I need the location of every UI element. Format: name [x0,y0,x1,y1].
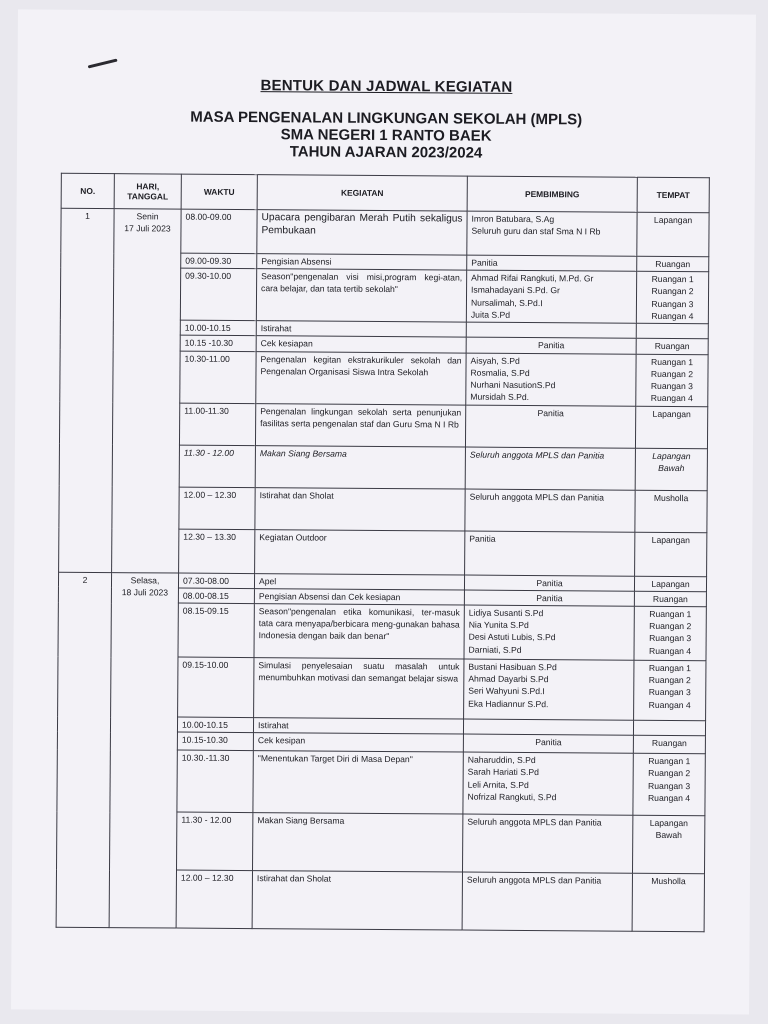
place-cell: Ruangan 1 Ruangan 2 Ruangan 3 Ruangan 4 [634,660,706,721]
subtitle-line-1: MASA PENGENALAN LINGKUNGAN SEKOLAH (MPLS) [190,108,583,129]
activity-cell: Cek kesipan [253,733,463,752]
place-cell: Musholla [635,490,707,533]
activity-cell: Season"pengenalan etika komunikasi, ter-masuk tata cara menyapa/berbicara meng-gunakan bahasa Indonesia dengan baik dan benar" [254,604,464,659]
time-cell: 09.30-10.00 [180,268,256,321]
activity-cell: Istirahat dan Sholat [255,487,465,530]
mentor-cell: Panitia [466,337,636,353]
place-cell [633,720,705,736]
mentor-cell: Panitia [465,531,635,576]
time-cell: 08.00-08.15 [178,588,254,604]
mentor-cell: Seluruh anggota MPLS dan Panitia [462,872,632,931]
document-page [11,9,756,1014]
place-cell: Ruangan [637,256,709,272]
activity-cell: "Menentukan Target Diri di Masa Depan" [253,751,463,814]
place-cell: Ruangan [636,339,708,355]
time-cell: 11.00-11.30 [179,403,255,446]
pen-mark [88,59,118,69]
place-cell: Ruangan 1 Ruangan 2 Ruangan 3 Ruangan 4 [634,606,706,661]
subtitle-line-2: SMA NEGERI 1 RANTO BAEK [280,126,492,145]
time-cell: 10.30.-11.30 [177,750,253,813]
time-cell: 10.30-11.00 [180,351,256,404]
mentor-cell: Ahmad Rifai Rangkuti, M.Pd. Gr Ismahadayani S.Pd. Gr Nursalimah, S.Pd.I Juita S.Pd [466,270,636,323]
place-cell: Musholla [632,873,704,932]
document-subtitle [17,107,755,163]
place-cell: Lapangan [637,212,709,257]
mentor-cell: Seluruh anggota MPLS dan Panitia [462,814,632,873]
time-cell: 12.00 – 12.30 [176,870,252,929]
mentor-cell [463,719,633,735]
place-cell: Ruangan [634,591,706,607]
activity-cell: Pengenalan lingkungan sekolah serta penunjukan fasilitas serta pengenalan staf dan Guru Sma N I Rb [255,403,465,446]
table-row [61,208,709,257]
activity-cell: Istirahat [256,321,466,338]
mentor-cell: Seluruh anggota MPLS dan Panitia [465,489,635,532]
mentor-cell: Seluruh anggota MPLS dan Panitia [465,447,635,490]
activity-cell: Pengisian Absensi dan Cek kesiapan [254,588,464,605]
activity-cell: Season"pengenalan visi misi,program kegi-atan, cara belajar, dan tata tertib sekolah" [256,269,466,322]
activity-cell: Makan Siang Bersama [255,445,465,488]
mentor-cell: Aisyah, S.Pd Rosmalia, S.Pd Nurhani NasutionS.Pd Mursidah S.Pd. [466,353,636,406]
mentor-cell: Panitia [465,405,635,448]
mentor-cell: Imron Batubara, S.Ag Seluruh guru dan staf Sma N I Rb [467,211,637,256]
time-cell: 10.15-10.30 [177,732,253,751]
time-cell: 12.30 – 13.30 [179,529,255,574]
table-header-row [61,173,709,213]
day-number: 1 [59,208,115,572]
col-hari-tanggal: HARI, TANGGAL [114,174,181,209]
mentor-cell [466,322,636,338]
time-cell: 08.15-09.15 [178,603,254,658]
place-cell: Ruangan 1 Ruangan 2 Ruangan 3 Ruangan 4 [633,753,705,816]
activity-cell: Upacara pengibaran Merah Putih sekaligus Pembukaan [257,210,467,255]
place-cell: Lapangan Bawah [635,448,707,491]
day-number: 2 [56,572,111,928]
mentor-cell: Panitia [464,590,634,606]
time-cell: 09.00-09.30 [181,253,257,269]
col-waktu: WAKTU [181,174,257,210]
activity-cell: Pengisian Absensi [257,254,467,271]
mentor-cell: Bustani Hasibuan S.Pd Ahmad Dayarbi S.Pd Seri Wahyuni S.Pd.I Eka Hadiannur S.Pd. [464,659,634,720]
time-cell: 10.00-10.15 [180,320,256,336]
mentor-cell: Panitia [464,575,634,591]
place-cell: Ruangan 1 Ruangan 2 Ruangan 3 Ruangan 4 [636,271,708,324]
day-date: Senin 17 Juli 2023 [112,209,182,573]
mentor-cell: Panitia [467,255,637,271]
activity-cell: Pengenalan kegitan ekstrakurikuler sekolah dan Pengenalan Organisasi Siswa Intra Sekolah [256,351,466,404]
time-cell: 09.15-10.00 [178,657,254,718]
activity-cell: Makan Siang Bersama [253,813,463,872]
time-cell: 10.00-10.15 [177,717,253,733]
document-title: BENTUK DAN JADWAL KEGIATAN [260,77,513,96]
activity-cell: Simulasi penyelesaian suatu masalah untuk menumbuhkan motivasi dan semangat belajar siswa [254,658,464,719]
place-cell: Lapangan Bawah [632,815,704,874]
mentor-cell: Lidiya Susanti S.Pd Nia Yunita S.Pd Desi Astuti Lubis, S.Pd Darniati, S.Pd [464,605,634,660]
mentor-cell: Panitia [463,734,633,753]
day-date: Selasa, 18 Juli 2023 [109,572,178,928]
col-tempat: TEMPAT [637,177,709,213]
col-kegiatan: KEGIATAN [257,175,467,211]
place-cell: Ruangan [633,735,705,754]
time-cell: 07.30-08.00 [178,573,254,589]
activity-cell: Istirahat dan Sholat [252,871,462,930]
activity-cell: Cek kesiapan [256,336,466,353]
time-cell: 08.00-09.00 [181,209,257,254]
activity-cell: Apel [254,573,464,590]
subtitle-line-3: TAHUN AJARAN 2023/2024 [289,143,483,162]
activity-cell: Kegiatan Outdoor [255,529,465,574]
place-cell: Lapangan [634,576,706,592]
schedule-table [56,173,710,933]
place-cell: Lapangan [635,406,707,449]
time-cell: 10.15 -10.30 [180,335,256,351]
time-cell: 11.30 - 12.00 [179,445,255,488]
activity-cell: Istirahat [253,718,463,735]
place-cell: Lapangan [635,532,707,577]
col-no: NO. [61,173,114,208]
place-cell: Ruangan 1 Ruangan 2 Ruangan 3 Ruangan 4 [636,354,708,407]
place-cell [636,323,708,339]
col-pembimbing: PEMBIMBING [467,176,637,212]
mentor-cell: Naharuddin, S.Pd Sarah Hariati S.Pd Leli Arnita, S.Pd Nofrizal Rangkuti, S.Pd [463,752,633,815]
time-cell: 12.00 – 12.30 [179,487,255,530]
time-cell: 11.30 - 12.00 [177,812,253,871]
